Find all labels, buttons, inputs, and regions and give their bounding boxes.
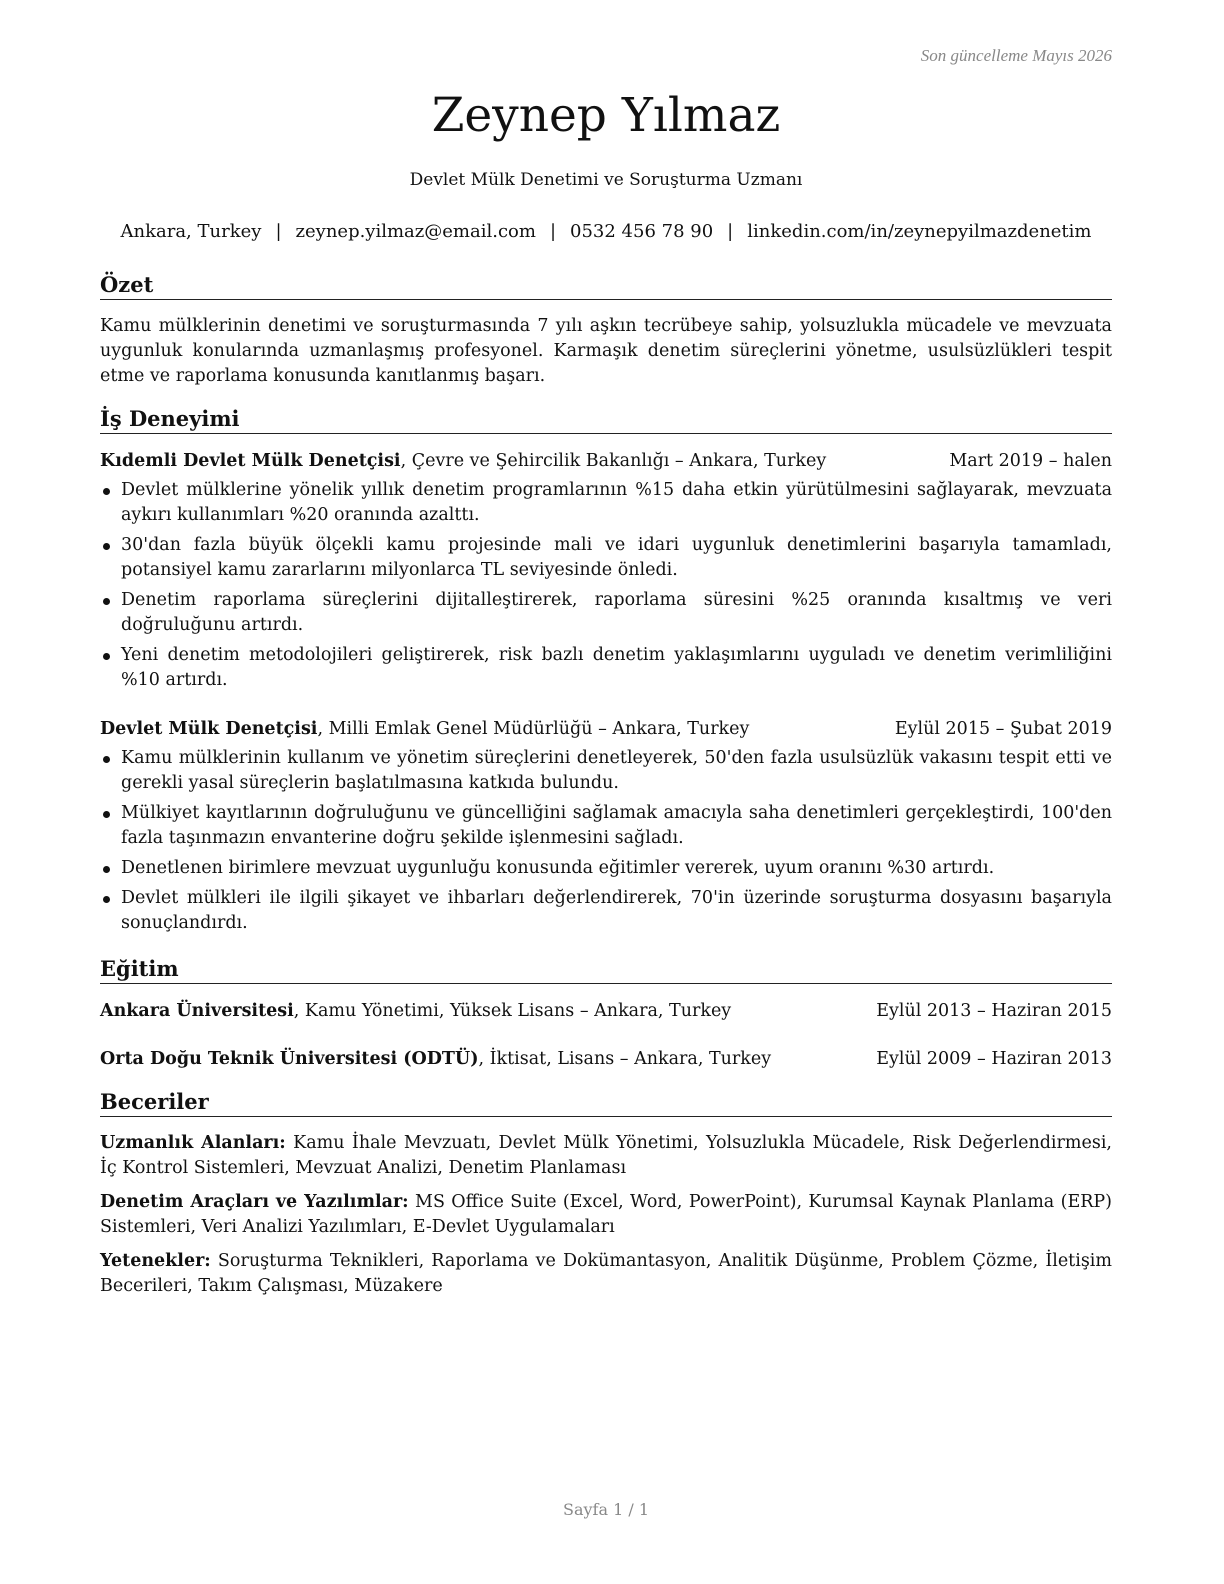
bullet-item: Mülkiyet kayıtlarının doğruluğunu ve güncelliğini sağlamak amacıyla saha denetimleri gerçekleştirdi, 100'den fazla taşınmazın envanterine doğru şekilde işlenmesini sağladı. xyxy=(100,801,1112,851)
contact-line xyxy=(100,219,1112,245)
school-name: Orta Doğu Teknik Üniversitesi (ODTÜ) xyxy=(100,1049,479,1069)
contact-separator: | xyxy=(275,221,282,242)
skill-group xyxy=(100,1131,1112,1181)
bullet-dot-icon xyxy=(103,653,110,660)
job-dates: Eylül 2015 – Şubat 2019 xyxy=(894,719,1112,739)
bullet-item: Denetim raporlama süreçlerini dijitalleştirerek, raporlama süresini %25 oranında kısaltmış ve veri doğruluğunu artırdı. xyxy=(100,588,1112,638)
job-organization: , Milli Emlak Genel Müdürlüğü – Ankara, Turkey xyxy=(317,719,750,739)
page-number: Sayfa 1 / 1 xyxy=(562,1500,649,1519)
contact-phone: 0532 456 78 90 xyxy=(570,221,714,242)
school-name: Ankara Üniversitesi xyxy=(100,1001,294,1021)
bullet-dot-icon xyxy=(103,598,110,605)
section-heading-education: Eğitim xyxy=(100,955,1112,984)
bullet-item: Denetlenen birimlere mevzuat uygunluğu konusunda eğitimler vererek, uyum oranını %30 artırdı. xyxy=(100,856,1112,881)
bullet-item: Devlet mülklerine yönelik yıllık denetim programlarının %15 daha etkin yürütülmesini sağlayarak, mevzuata aykırı kullanımları %20 oranında azalttı. xyxy=(100,478,1112,528)
candidate-name: Zeynep Yılmaz xyxy=(431,88,781,143)
job-entry xyxy=(100,448,1112,474)
section-heading-skills: Beceriler xyxy=(100,1088,1112,1117)
degree-detail: , Kamu Yönetimi, Yüksek Lisans – Ankara, Turkey xyxy=(293,1001,732,1021)
education-dates: Eylül 2009 – Haziran 2013 xyxy=(876,1049,1112,1069)
bullet-item: Yeni denetim metodolojileri geliştirerek, risk bazlı denetim yaklaşımlarını uyguladı ve denetim verimliliğini %10 artırdı. xyxy=(100,643,1112,693)
contact-location: Ankara, Turkey xyxy=(120,221,262,242)
bullet-dot-icon xyxy=(103,866,110,873)
bullet-dot-icon xyxy=(103,488,110,495)
job-dates: Mart 2019 – halen xyxy=(949,451,1112,471)
skill-group xyxy=(100,1190,1112,1240)
education-dates: Eylül 2013 – Haziran 2015 xyxy=(876,1001,1112,1021)
skill-label: Uzmanlık Alanları: xyxy=(100,1133,286,1153)
bullet-item: Kamu mülklerinin kullanım ve yönetim süreçlerini denetleyerek, 50'den fazla usulsüzlük vakasını tespit etti ve gerekli yasal süreçlerin başlatılmasına katkıda bulundu. xyxy=(100,746,1112,796)
education-entry xyxy=(100,998,1112,1024)
candidate-title: Devlet Mülk Denetimi ve Soruşturma Uzmanı xyxy=(409,170,803,190)
contact-linkedin[interactable]: linkedin.com/in/zeynepyilmazdenetim xyxy=(747,221,1092,242)
bullet-dot-icon xyxy=(103,756,110,763)
section-heading-experience: İş Deneyimi xyxy=(100,405,1112,434)
last-updated: Son güncelleme Mayıs 2026 xyxy=(920,46,1112,65)
job-organization: , Çevre ve Şehircilik Bakanlığı – Ankara, Turkey xyxy=(400,451,827,471)
degree-detail: , İktisat, Lisans – Ankara, Turkey xyxy=(478,1049,772,1069)
bullet-item: 30'dan fazla büyük ölçekli kamu projesinde mali ve idari uygunluk denetimlerini başarıyla tamamladı, potansiyel kamu zararlarını milyonlarca TL seviyesinde önledi. xyxy=(100,533,1112,583)
contact-separator: | xyxy=(727,221,734,242)
skill-group xyxy=(100,1249,1112,1299)
skill-text: MS Office Suite (Excel, Word, PowerPoint), Kurumsal Kaynak Planlama (ERP) Sistemleri, Veri Analizi Yazılımları, E-Devlet Uygulamaları xyxy=(100,1192,1112,1237)
resume-page xyxy=(100,0,1112,1584)
job-bullets xyxy=(100,746,1112,941)
contact-separator: | xyxy=(549,221,557,242)
section-heading-summary: Özet xyxy=(100,271,1112,300)
job-title: Kıdemli Devlet Mülk Denetçisi xyxy=(100,451,401,471)
contact-email[interactable]: zeynep.yilmaz@email.com xyxy=(295,221,536,242)
bullet-dot-icon xyxy=(103,811,110,818)
skill-text: Soruşturma Teknikleri, Raporlama ve Dokümantasyon, Analitik Düşünme, Problem Çözme, İletişim Becerileri, Takım Çalışması, Müzakere xyxy=(100,1251,1112,1296)
bullet-dot-icon xyxy=(103,896,110,903)
skill-label: Denetim Araçları ve Yazılımlar: xyxy=(100,1192,409,1212)
skill-text: Kamu İhale Mevzuatı, Devlet Mülk Yönetimi, Yolsuzlukla Mücadele, Risk Değerlendirmesi, İç Kontrol Sistemleri, Mevzuat Analizi, Denetim Planlaması xyxy=(100,1133,1112,1178)
job-entry xyxy=(100,716,1112,742)
job-title: Devlet Mülk Denetçisi xyxy=(100,719,318,739)
skill-label: Yetenekler: xyxy=(100,1251,211,1271)
bullet-dot-icon xyxy=(103,543,110,550)
bullet-item: Devlet mülkleri ile ilgili şikayet ve ihbarları değerlendirerek, 70'in üzerinde soruşturma dosyasını başarıyla sonuçlandırdı. xyxy=(100,886,1112,936)
education-entry xyxy=(100,1046,1112,1072)
job-bullets xyxy=(100,478,1112,698)
summary-text: Kamu mülklerinin denetimi ve soruşturmasında 7 yılı aşkın tecrübeye sahip, yolsuzlukla mücadele ve mevzuata uygunluk konularında uzmanlaşmış profesyonel. Karmaşık denetim süreçlerini yönetme, usulsüzlükleri tespit etme ve raporlama konusunda kanıtlanmış başarı. xyxy=(100,316,1112,386)
